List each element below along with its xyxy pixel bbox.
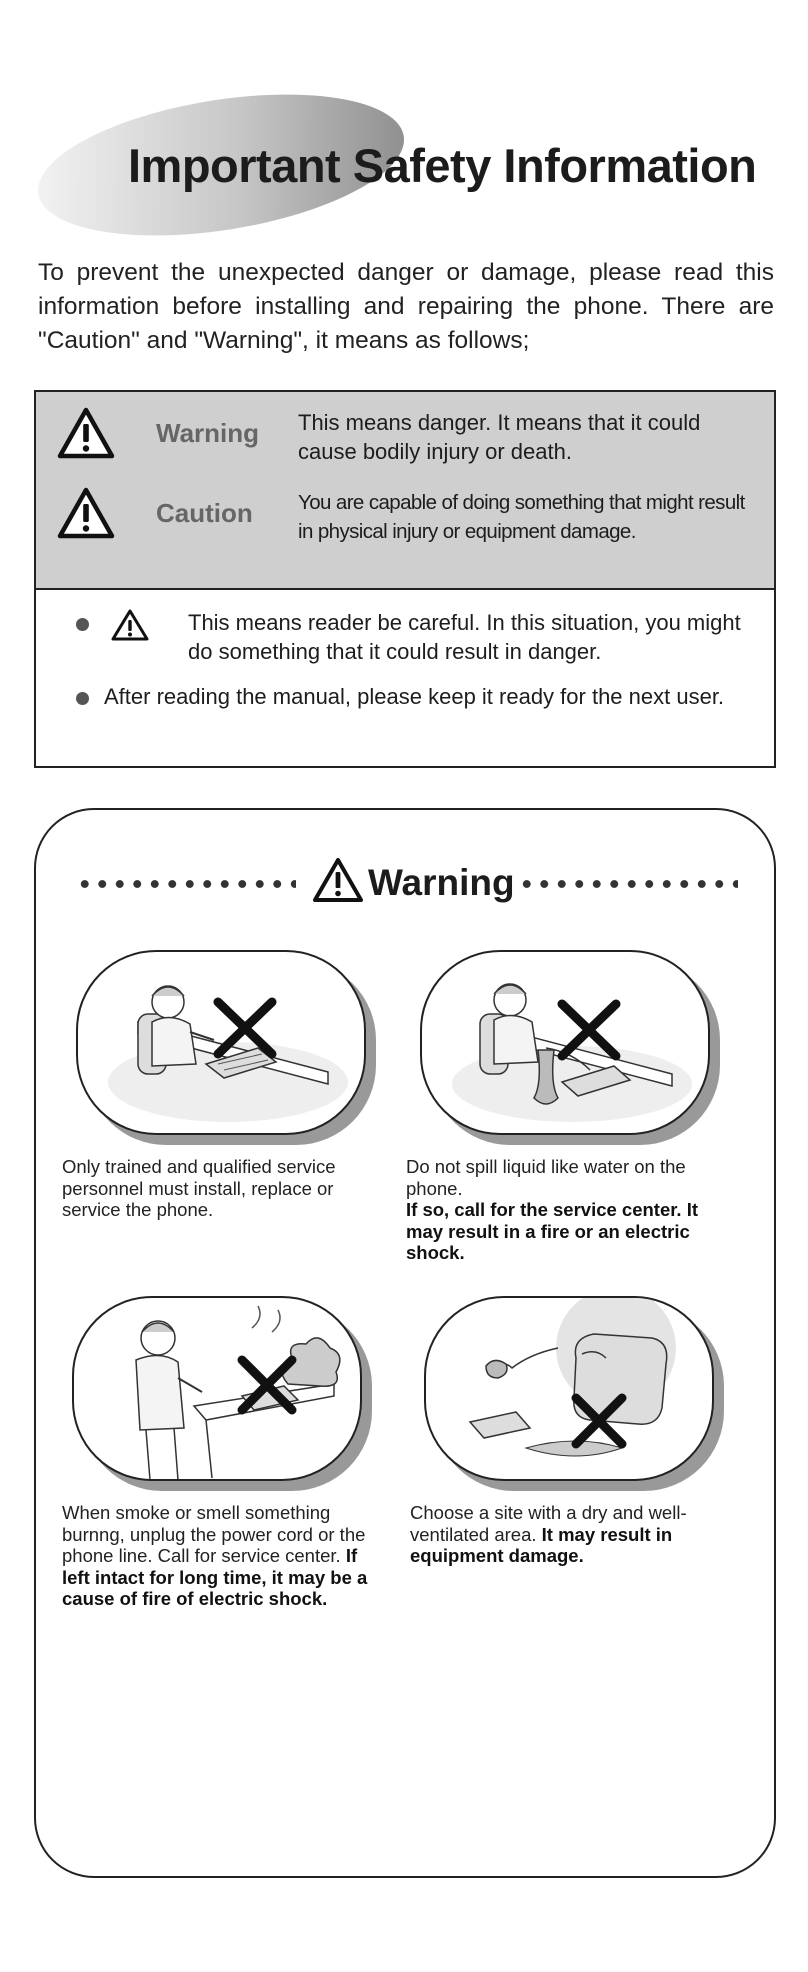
caption-item-4 [410, 1502, 716, 1567]
caption-item-3 [62, 1502, 368, 1610]
illustration-technician-icon [76, 950, 376, 1145]
note-keep-manual-text: After reading the manual, please keep it ready for the next user. [104, 684, 725, 709]
warning-panel-title: Warning [368, 862, 515, 903]
illustration-frame [424, 1296, 714, 1481]
dotted-rule-left [76, 878, 296, 890]
caution-description: You are capable of doing something that might result in physical injury or equipment damage. [298, 491, 745, 543]
intro-paragraph: To prevent the unexpected danger or damage, please read this information before installing and repairing the phone. There are "Caution" and "Warning", it means as follows; [38, 259, 774, 354]
caption-item-4-emphasis: It may result in equipment damage. [410, 1523, 673, 1566]
caution-triangle-icon [56, 486, 116, 540]
illustration-frame [72, 1296, 362, 1481]
caption-item-1 [62, 1156, 368, 1221]
liquid-spill-drawing [422, 952, 710, 1135]
page-title: Important Safety Information [128, 139, 757, 192]
small-warning-triangle-icon [110, 608, 150, 642]
illustration-liquid-spill-icon [420, 950, 720, 1145]
illustration-frame [76, 950, 366, 1135]
caption-item-1-text: Only trained and qualified service personnel must install, replace or service the phone. [62, 1156, 336, 1220]
caption-item-3-text: When smoke or smell something burnng, unplug the power cord or the phone line. Call for service center. [62, 1502, 366, 1566]
caption-item-2 [406, 1156, 712, 1264]
title-area [36, 96, 776, 236]
bullet-icon [76, 692, 89, 705]
warning-description: This means danger. It means that it could cause bodily injury or death. [298, 410, 701, 464]
illustration-humidifier-icon [424, 1296, 724, 1491]
caption-item-2-emphasis: If so, call for the service center. It may result in a fire or an electric shock. [406, 1199, 699, 1263]
dotted-rule-right [518, 878, 738, 890]
warning-term: Warning [156, 418, 260, 448]
warning-triangle-icon [56, 406, 116, 460]
humidifier-drawing [426, 1298, 714, 1481]
bullet-icon [76, 618, 89, 631]
legend-box [34, 390, 776, 768]
legend-caution-row [56, 486, 756, 546]
caution-term: Caution [156, 498, 253, 528]
smoke-drawing [74, 1298, 362, 1481]
legend-warning-row [56, 406, 756, 466]
caption-item-3-emphasis: If left intact for long time, it may be a cause of fire of electric shock. [62, 1545, 368, 1609]
illustration-frame [420, 950, 710, 1135]
warning-panel-header [76, 852, 738, 912]
caption-item-2-text: Do not spill liquid like water on the phone. [406, 1156, 686, 1199]
technician-drawing [78, 952, 366, 1135]
caption-item-4-text: Choose a site with a dry and well-ventilated area. [410, 1502, 687, 1545]
illustration-smoke-icon [72, 1296, 372, 1491]
note-careful-text: This means reader be careful. In this situation, you might do something that it could result in danger. [188, 610, 741, 664]
warning-panel [34, 808, 776, 1878]
warning-triangle-icon [312, 856, 364, 904]
legend-definitions [36, 392, 774, 590]
